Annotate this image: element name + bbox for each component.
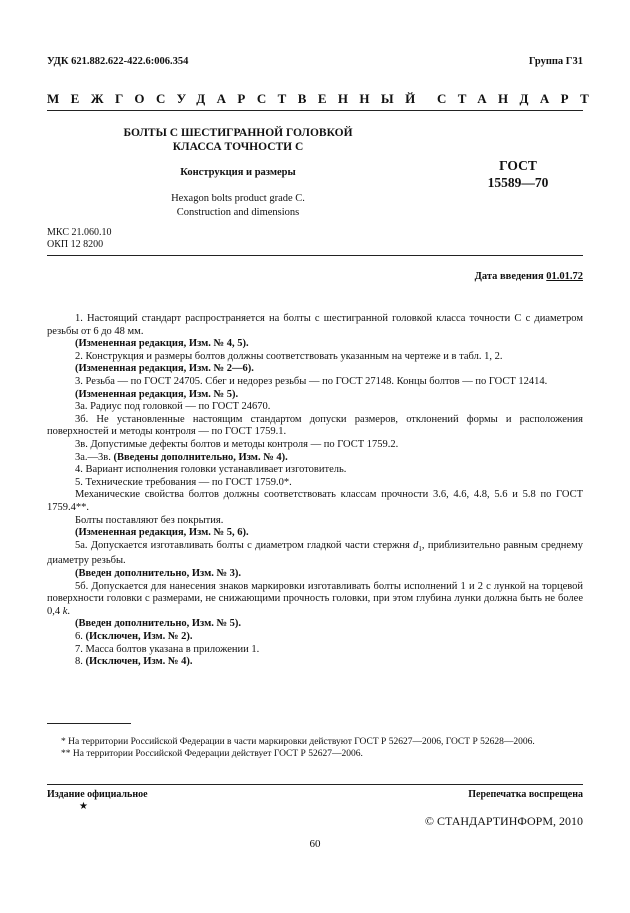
clause-5b-text-1: 5б. Допускается для нанесения знаков маркировки изготавливать болты исполнений 1 и 2 с лункой на торцевой поверхности головки с размерами, не снижающими прочность головки, при этом глубина лунки должна быть не более 0,4	[47, 580, 583, 617]
clause-4: 4. Вариант исполнения головки устанавливает изготовитель.	[75, 464, 347, 476]
introduction-date-label: Дата введения	[474, 271, 547, 282]
title-line-1: БОЛТЫ С ШЕСТИГРАННОЙ ГОЛОВКОЙ	[123, 127, 353, 139]
clause-3a-3v-prefix: 3а.—3в.	[75, 451, 114, 463]
clause-5: 5. Технические требования — по ГОСТ 1759.0*.	[75, 476, 292, 488]
clause-6-prefix: 6.	[75, 630, 86, 642]
clause-8-note: (Исключен, Изм. № 4).	[85, 656, 193, 668]
clause-5b	[47, 581, 583, 619]
copyright: © СТАНДАРТИНФОРМ, 2010	[424, 814, 583, 828]
clause-6-note: (Исключен, Изм. № 2).	[85, 630, 193, 642]
footnote-1: * На территории Российской Федерации в части маркировки действуют ГОСТ Р 52627—2006, ГОСТ Р 52628—2006.	[61, 737, 535, 747]
gost-designation	[468, 157, 568, 191]
clause-5a	[47, 540, 583, 568]
clause-5a-text-2: , приблизительно равным среднему диаметру резьбы.	[47, 539, 583, 567]
banner-standard: СТАНДАРТ	[437, 91, 601, 106]
banner-interstate: МЕЖГОСУДАРСТВЕННЫЙ	[47, 91, 427, 106]
document-body	[47, 313, 583, 669]
classification-codes	[47, 227, 111, 251]
clause-3-note: (Измененная редакция, Изм. № 5).	[75, 388, 239, 400]
english-title	[108, 192, 368, 219]
gost-label: ГОСТ	[499, 158, 537, 173]
clause-3a-3v-text: (Введены дополнительно, Изм. № 4).	[113, 451, 288, 463]
footnote-2: ** На территории Российской Федерации действует ГОСТ Р 52627—2006.	[61, 748, 363, 759]
official-edition: Издание официальное	[47, 789, 148, 800]
clause-5b-note: (Введен дополнительно, Изм. № 5).	[75, 618, 242, 630]
codes-rule	[47, 255, 583, 256]
clause-5a-symbol: d	[413, 539, 419, 551]
clause-5b-symbol: k	[62, 605, 68, 617]
english-title-line-1: Hexagon bolts product grade C.	[171, 193, 305, 204]
clause-5-note: (Измененная редакция, Изм. № 5, 6).	[75, 527, 249, 539]
clause-3: 3. Резьба — по ГОСТ 24705. Сбег и недорез резьбы — по ГОСТ 27148. Концы болтов — по ГОСТ 12414.	[75, 375, 548, 387]
star-icon: ★	[79, 801, 88, 812]
header-rule	[47, 110, 583, 111]
clause-5a-subscript: 1	[418, 544, 422, 553]
clause-5b-text-2: .	[67, 605, 71, 617]
introduction-date-value: 01.01.72	[546, 271, 583, 282]
clause-5-coating: Болты поставляют без покрытия.	[75, 514, 224, 526]
clause-1-note: (Измененная редакция, Изм. № 4, 5).	[75, 338, 249, 350]
clause-7: 7. Масса болтов указана в приложении 1.	[75, 643, 260, 655]
udk-code: УДК 621.882.622-422.6:006.354	[47, 56, 189, 67]
clause-1: 1. Настоящий стандарт распространяется на болты с шестигранной головкой класса точности С с диаметром резьбы от 6 до 48 мм.	[47, 313, 583, 337]
clause-3a: 3а. Радиус под головкой — по ГОСТ 24670.	[75, 401, 271, 413]
clause-3v: 3в. Допустимые дефекты болтов и методы контроля — по ГОСТ 1759.2.	[75, 438, 399, 450]
clause-3b: 3б. Не установленные настоящим стандартом допуски размеров, отклонений формы и расположения поверхностей и методы контроля — по ГОСТ 1759.1.	[47, 413, 583, 438]
footer-rule	[47, 784, 583, 785]
clause-8	[47, 656, 583, 669]
title-line-2: КЛАССА ТОЧНОСТИ С	[172, 141, 304, 153]
clause-2-note: (Измененная редакция, Изм. № 2—6).	[75, 363, 254, 375]
introduction-date	[475, 271, 583, 282]
group-code: Группа Г31	[528, 56, 583, 67]
document-subtitle: Конструкция и размеры	[180, 167, 296, 178]
footnotes	[47, 737, 583, 760]
clause-6	[47, 631, 583, 644]
reprint-notice: Перепечатка воспрещена	[468, 789, 583, 800]
page-number: 60	[309, 838, 321, 850]
english-title-line-2: Construction and dimensions	[176, 206, 300, 218]
clause-5-mechanical: Механические свойства болтов должны соответствовать классам прочности 3.6, 4.6, 4.8, 5.6 и 5.8 по ГОСТ 1759.4**.	[47, 489, 583, 513]
clause-2: 2. Конструкция и размеры болтов должны соответствовать указанным на чертеже и в табл. 1, 2.	[75, 350, 503, 362]
mks-code: МКС 21.060.10	[47, 227, 112, 238]
document-title	[108, 126, 368, 154]
okp-code: ОКП 12 8200	[47, 239, 104, 250]
gost-number: 15589—70	[487, 175, 549, 190]
clause-5a-note: (Введен дополнительно, Изм. № 3).	[75, 567, 242, 579]
clause-3a-3v-note	[47, 452, 583, 465]
clause-8-prefix: 8.	[75, 656, 86, 668]
clause-5a-text-1: 5а. Допускается изготавливать болты с диаметром гладкой части стержня	[75, 539, 414, 551]
footnote-separator	[47, 723, 131, 724]
